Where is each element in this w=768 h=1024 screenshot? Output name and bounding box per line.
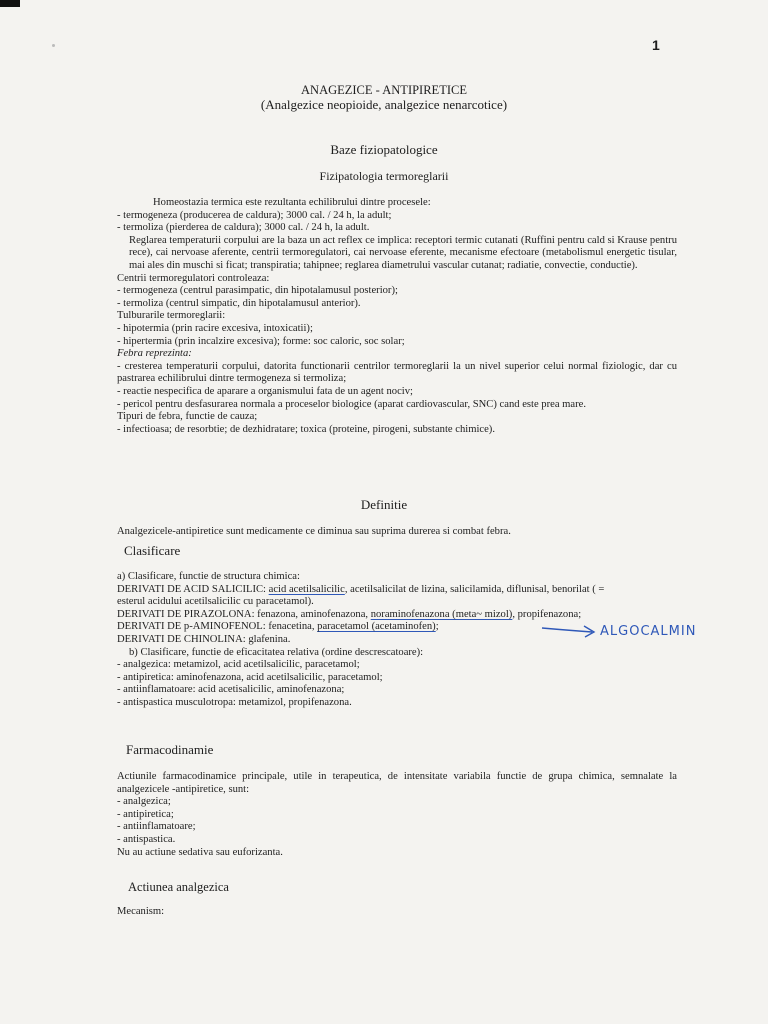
text-span: , acetilsalicilat de lizina, salicilamida, diflunisal, benorilat ( =: [344, 583, 605, 595]
paragraph-text: Reglarea temperaturii corpului are la baza un act reflex ce implica: receptori termic cutanati (Ruffini pentru cald si Krause pentru rece), cai nervoase aferente, centrii termoregulatori, cai nervoase eferente, mecanisme efectoare (metabolismul energetic tisular, mai ales din muschi si ficat; transpiratia; tahipnee; reglarea diametrului vascular cutanat; radiatie, convectie, conductie).: [129, 234, 677, 271]
italic-label: Febra reprezinta:: [117, 348, 192, 360]
text-span: DERIVATI DE p-AMINOFENOL: fenacetina,: [117, 621, 318, 633]
paragraph-line: - termoliza (pierderea de caldura); 3000 cal. / 24 h, la adult.: [117, 222, 370, 234]
handwritten-underline: paracetamol (acetaminofen): [317, 621, 436, 633]
paragraph-line: - reactie nespecifica de aparare a organismului fata de un agent nociv;: [117, 385, 413, 397]
paragraph-line: a) Clasificare, functie de structura chimica:: [117, 571, 300, 582]
list-item: - analgezica;: [117, 796, 171, 808]
handwritten-underline: noraminofenazona (meta~ mizol): [370, 608, 513, 620]
list-item: - antipiretica: aminofenazona, acid acetilsalicilic, paracetamol;: [117, 671, 383, 683]
paragraph-line: [117, 584, 677, 597]
paragraph-text: - cresterea temperaturii corpului, datorita functionarii centrilor termoreglarii la un nivel superior celui normal fiziologic, dar cu pastrarea echilibrului dintre termogeneza si termoliza;: [117, 360, 677, 385]
paragraph-line: - termogeneza (centrul parasimpatic, din hipotalamusul posterior);: [117, 285, 398, 297]
list-item: - antipiretica;: [117, 808, 174, 820]
handwritten-arrow-icon: [540, 620, 602, 640]
paragraph-line: Mecanism:: [117, 906, 165, 917]
section-heading-baze: Baze fiziopatologice: [330, 142, 438, 157]
paragraph-text: Actiunile farmacodinamice principale, utile in terapeutica, de intensitate variabila functie de grupa chimica, semnalate la analgezicele -antipiretice, sunt:: [117, 771, 677, 795]
paragraph-line: Tulburarile termoreglarii:: [117, 310, 226, 322]
definition-text: [117, 526, 677, 539]
clasificare-body: [117, 571, 677, 710]
page-subtitle: (Analgezice neopioide, analgezice nenarcotice): [260, 97, 508, 112]
scan-speck: [52, 44, 55, 47]
paragraph-line: - pericol pentru desfasurarea normala a proceselor biologice (aparat cardiovascular, SNC) cand este prea mare.: [117, 398, 587, 410]
section-heading-actiune-analgezica: Actiunea analgezica: [128, 880, 229, 894]
scan-corner-mark: [0, 0, 20, 7]
termoreglare-body: [117, 197, 677, 436]
text-span: ;: [435, 621, 439, 633]
list-item: - antispastica.: [117, 833, 176, 845]
paragraph-line: - termoliza (centrul simpatic, din hipotalamusul anterior).: [117, 297, 361, 309]
paragraph-line: Analgezicele-antipiretice sunt medicamente ce diminua sau suprima durerea si combat febra.: [117, 526, 511, 537]
list-item: - antiinflamatoare;: [117, 821, 196, 833]
paragraph-line: esterul acidului acetilsalicilic cu paracetamol).: [117, 596, 314, 608]
paragraph-line: - termogeneza (producerea de caldura); 3000 cal. / 24 h, la adult;: [117, 209, 392, 221]
section-heading-clasificare: Clasificare: [124, 543, 181, 558]
section-heading-definitie: Definitie: [360, 497, 408, 512]
paragraph-line: Tipuri de febra, functie de cauza;: [117, 411, 258, 423]
paragraph-line: b) Clasificare, functie de eficacitatea relativa (ordine descrescatoare):: [129, 646, 424, 658]
text-span: DERIVATI DE ACID SALICILIC:: [117, 583, 269, 595]
paragraph-line: Homeostazia termica este rezultanta echilibrului dintre procesele:: [153, 197, 431, 208]
paragraph-line: - infectioasa; de resorbtie; de dezhidratare; toxica (proteine, pirogeni, substante chimice).: [117, 423, 495, 435]
paragraph-line: - hipertermia (prin incalzire excesiva); forme: soc caloric, soc solar;: [117, 335, 405, 347]
paragraph-line: Nu au actiune sedativa sau euforizanta.: [117, 846, 283, 858]
list-item: - antiinflamatoare: acid acetisalicilic, aminofenazona;: [117, 684, 345, 696]
list-item: - antispastica musculotropa: metamizol, propifenazona.: [117, 696, 352, 708]
subsection-heading-fiziopatologia: Fizipatologia termoreglarii: [319, 169, 449, 183]
list-item: - analgezica: metamizol, acid acetilsalicilic, paracetamol;: [117, 659, 360, 671]
paragraph-line: Centrii termoregulatori controleaza:: [117, 272, 270, 284]
page-title: ANAGEZICE - ANTIPIRETICE: [301, 83, 467, 97]
text-span: , propifenazona;: [512, 608, 582, 620]
section-heading-farmacodinamie: Farmacodinamie: [126, 742, 214, 757]
paragraph-line: DERIVATI DE CHINOLINA: glafenina.: [117, 633, 291, 645]
farmacodinamie-body: [117, 771, 677, 859]
mecanism-body: [117, 906, 677, 919]
paragraph-line: - hipotermia (prin racire excesiva, intoxicatii);: [117, 322, 313, 334]
page-number: 1: [652, 37, 660, 53]
handwritten-underline: acid acetilsalicilic: [268, 583, 345, 595]
text-span: DERIVATI DE PIRAZOLONA: fenazona, aminofenazona,: [117, 608, 371, 620]
handwritten-note: ALGOCALMIN: [600, 624, 697, 639]
paragraph-line: [117, 348, 677, 361]
